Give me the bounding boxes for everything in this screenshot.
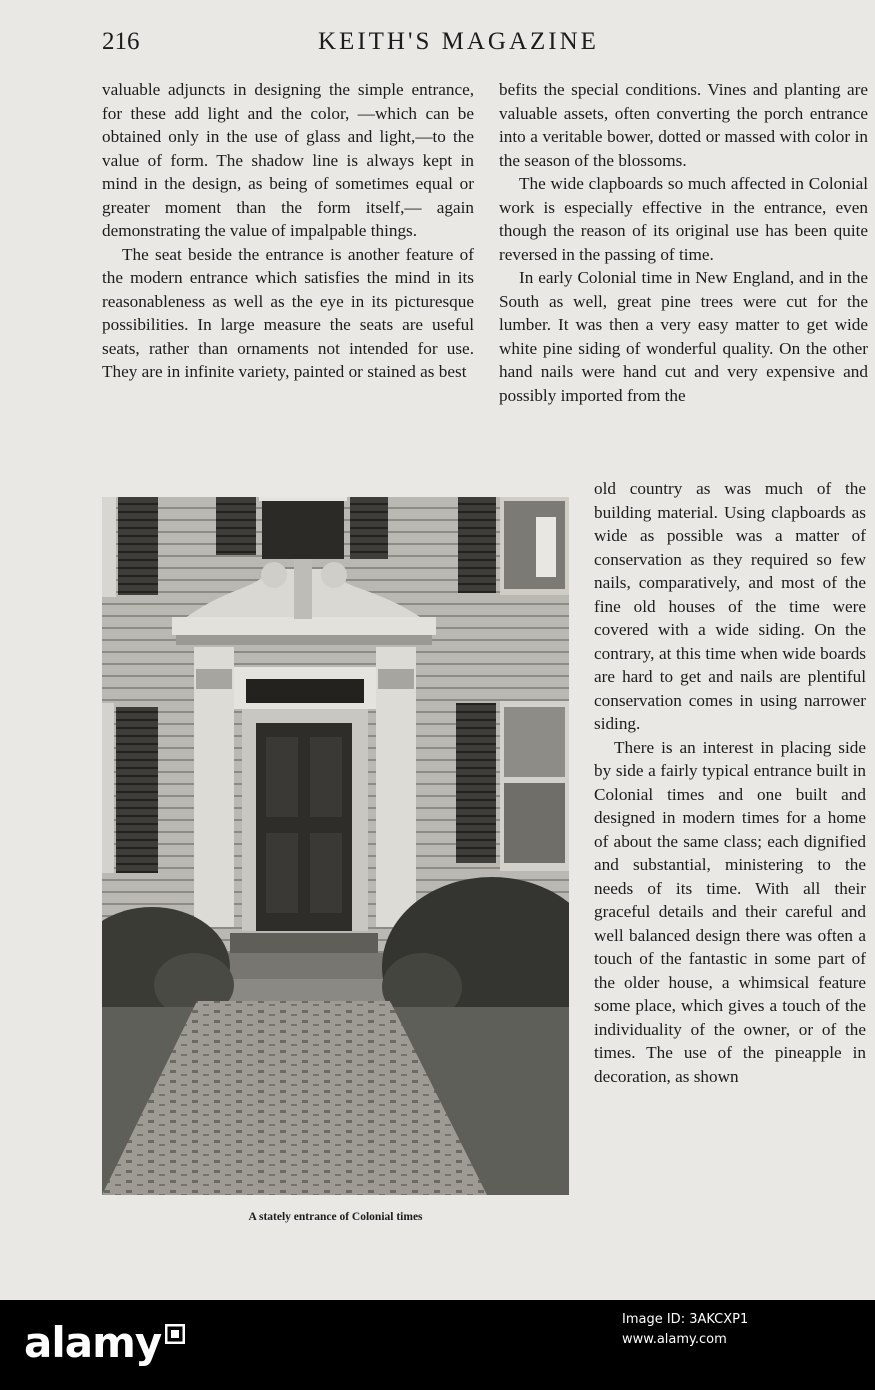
paragraph: old country as was much of the building material. Using clapboards as wide as possible was a matter of conservation as they required so few nails, comparatively, and most of the fine old houses of the time were covered with a wide siding. On the contrary, at this time when wide boards are hard to get and nails are plentiful conservation comes in using narrower siding. <box>594 479 866 733</box>
stock-logo <box>24 1318 185 1367</box>
paragraph: befits the special conditions. Vines and planting are valuable assets, often converting the porch entrance into a veritable bower, dotted or massed with color in the season of the blossoms. <box>499 80 868 170</box>
text-column-left <box>102 78 474 384</box>
paragraph: The wide clapboards so much affected in Colonial work is especially effective in the entrance, even though the reason of its original use has been quite reversed in the passing of time. <box>499 174 868 264</box>
photo-caption: A stately entrance of Colonial times <box>248 1211 423 1223</box>
paragraph: valuable adjuncts in designing the simple entrance, for these add light and the color, —which can be obtained only in the use of glass and light,—to the value of form. The shadow line is always kept in mind in the design, as being of sometimes equal or greater moment than the form itself,— again demonstrating the value of impalpable things. <box>102 80 474 240</box>
image-id: Image ID: 3AKCXP1 <box>622 1312 749 1327</box>
paragraph: The seat beside the entrance is another feature of the modern entrance which satisfies the mind in its reasonableness as well as the eye in its picturesque possibilities. In large measure the seats are useful seats, rather than ornaments not intended for use. They are in infinite variety, painted or stained as best <box>102 244 474 381</box>
paragraph: There is an interest in placing side by side a fairly typical entrance built in Colonial times and one built and designed in modern times for a home of about the same class; each dignified and substantial, ministering to the needs of its time. With all their graceful details and their careful and well balanced design there was often a touch of the fantastic in some part of the older house, a whimsical feature some place, which gives a touch of the individuality of the owner, or of the times. The use of the pineapple in decoration, as shown <box>594 737 866 1086</box>
stock-site: www.alamy.com <box>622 1332 727 1347</box>
colonial-entrance-photo <box>102 497 569 1195</box>
text-column-right-bottom <box>594 477 866 1088</box>
logo-text: alamy <box>24 1318 162 1367</box>
photo-illustration <box>102 497 569 1195</box>
paragraph: In early Colonial time in New England, and in the South as well, great pine trees were cut for the lumber. It was then a very easy matter to get wide white pine siding of wonderful quality. On the other hand nails were hand cut and very expensive and possibly imported from the <box>499 268 868 405</box>
page-number: 216 <box>102 28 140 55</box>
logo-mark-icon <box>165 1324 185 1344</box>
magazine-title: KEITH'S MAGAZINE <box>318 28 599 55</box>
text-column-right-top <box>499 78 868 407</box>
